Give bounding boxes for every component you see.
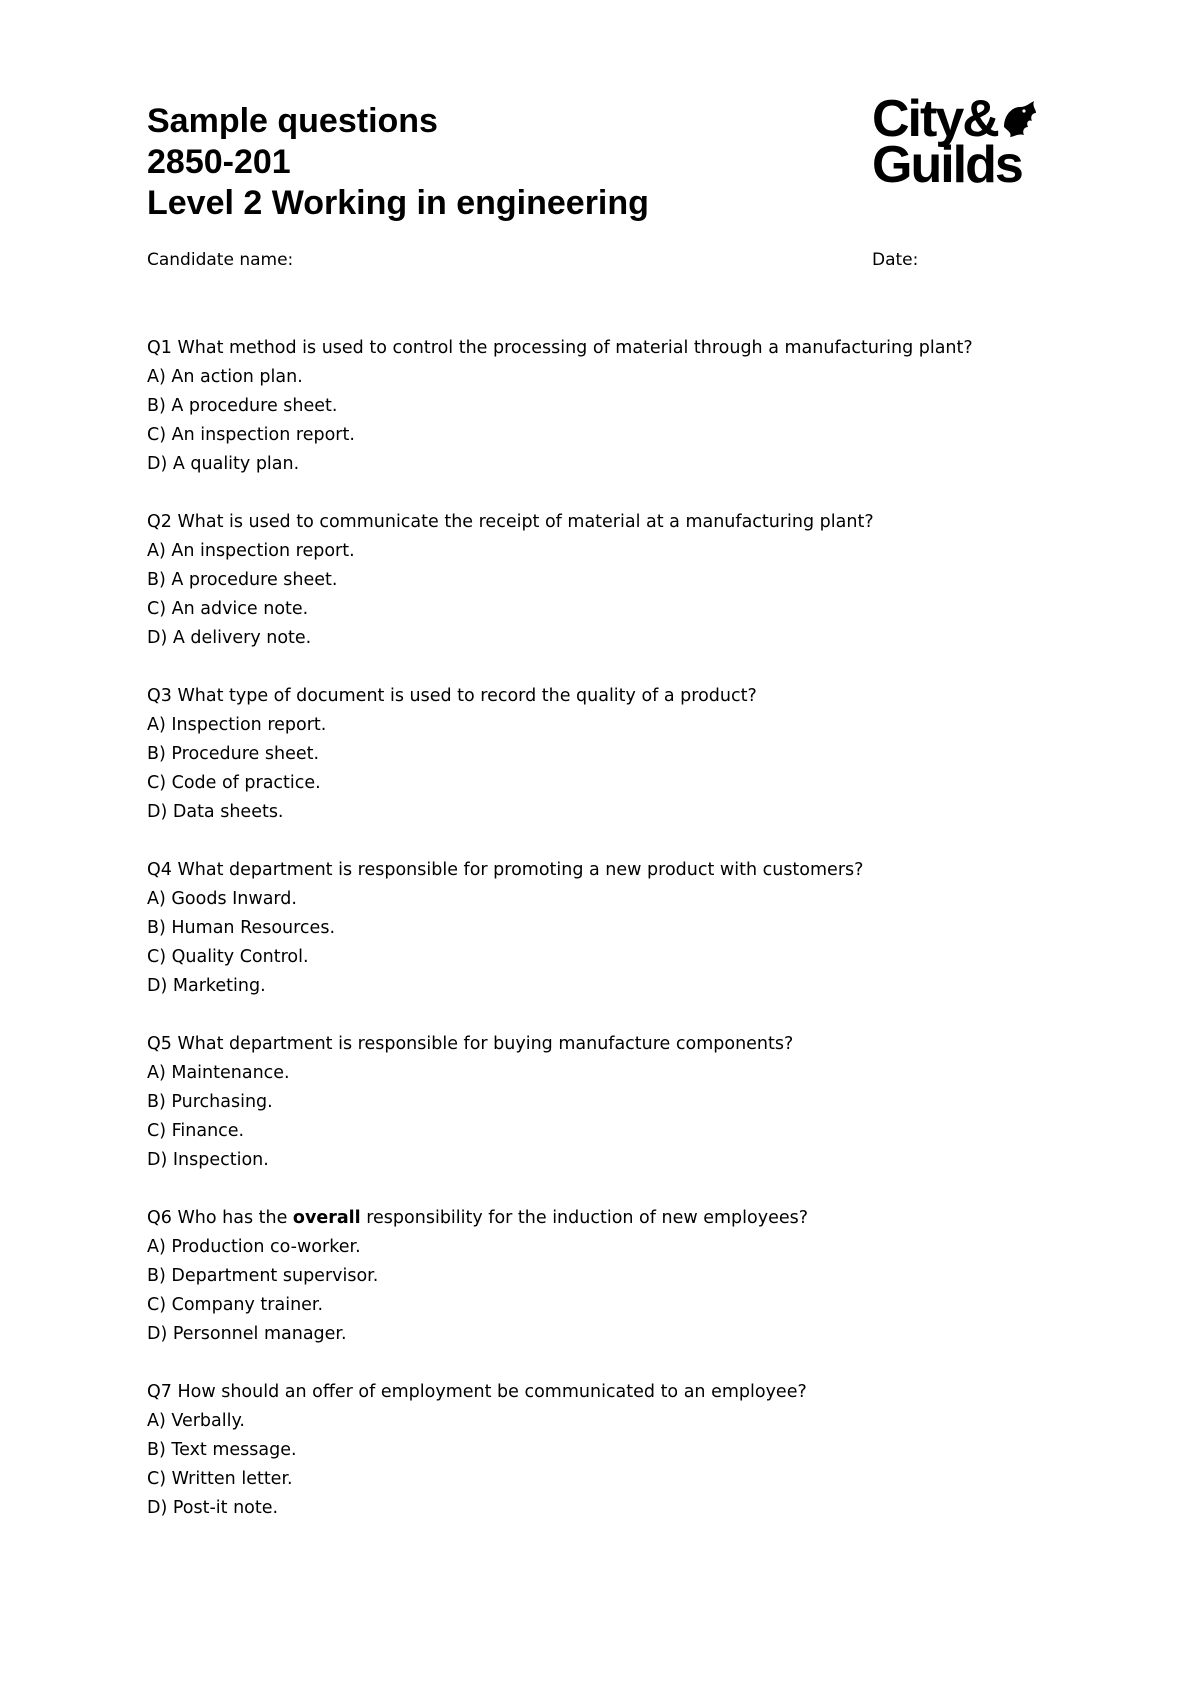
- option-d: D) Personnel manager.: [147, 1324, 347, 1344]
- option-d: D) Data sheets.: [147, 802, 284, 822]
- question-6: [147, 1204, 1087, 1349]
- question-text: Q5 What department is responsible for buying manufacture components?: [147, 1034, 794, 1054]
- candidate-name-label: Candidate name:: [147, 250, 294, 270]
- logo-line-1: City&: [872, 90, 998, 148]
- option-c: C) An advice note.: [147, 599, 309, 619]
- option-d: D) Marketing.: [147, 976, 266, 996]
- option-b: B) Text message.: [147, 1440, 297, 1460]
- option-b: B) A procedure sheet.: [147, 396, 338, 416]
- question-text: Q7 How should an offer of employment be communicated to an employee?: [147, 1382, 807, 1402]
- option-c: C) Written letter.: [147, 1469, 293, 1489]
- option-c: C) Quality Control.: [147, 947, 309, 967]
- option-a: A) An inspection report.: [147, 541, 355, 561]
- lion-icon: [1000, 97, 1038, 141]
- question-text-start: Q6 Who has the: [147, 1208, 293, 1228]
- option-b: B) Procedure sheet.: [147, 744, 320, 764]
- option-d: D) Post-it note.: [147, 1498, 279, 1518]
- question-2: [147, 508, 1087, 653]
- option-b: B) A procedure sheet.: [147, 570, 338, 590]
- option-a: A) Maintenance.: [147, 1063, 290, 1083]
- option-d: D) A delivery note.: [147, 628, 312, 648]
- option-b: B) Department supervisor.: [147, 1266, 379, 1286]
- candidate-info: [147, 250, 1047, 270]
- question-text: Q2 What is used to communicate the receipt of material at a manufacturing plant?: [147, 512, 874, 532]
- option-c: C) Company trainer.: [147, 1295, 324, 1315]
- option-c: C) Code of practice.: [147, 773, 321, 793]
- question-emphasis: overall: [292, 1208, 361, 1228]
- question-text: Q4 What department is responsible for promoting a new product with customers?: [147, 860, 864, 880]
- question-4: [147, 856, 1087, 1001]
- option-a: A) Verbally.: [147, 1411, 245, 1431]
- city-and-guilds-logo: [872, 90, 1052, 206]
- option-a: A) Inspection report.: [147, 715, 327, 735]
- title-code: 2850-201: [147, 143, 291, 181]
- date-label: Date:: [872, 250, 919, 270]
- question-7: [147, 1378, 1087, 1523]
- question-text: Q1 What method is used to control the processing of material through a manufacturing plant?: [147, 338, 973, 358]
- option-d: D) A quality plan.: [147, 454, 300, 474]
- logo-line-2: Guilds: [872, 136, 1022, 194]
- question-3: [147, 682, 1087, 827]
- document-title: [147, 101, 649, 224]
- option-d: D) Inspection.: [147, 1150, 269, 1170]
- question-list: [147, 334, 1087, 1552]
- option-c: C) Finance.: [147, 1121, 245, 1141]
- title-line-1: Sample questions: [147, 102, 438, 140]
- option-b: B) Human Resources.: [147, 918, 336, 938]
- option-c: C) An inspection report.: [147, 425, 355, 445]
- option-a: A) An action plan.: [147, 367, 303, 387]
- option-a: A) Production co-worker.: [147, 1237, 361, 1257]
- question-1: [147, 334, 1087, 479]
- question-text: Q3 What type of document is used to record the quality of a product?: [147, 686, 757, 706]
- option-a: A) Goods Inward.: [147, 889, 297, 909]
- question-5: [147, 1030, 1087, 1175]
- title-level: Level 2 Working in engineering: [147, 184, 649, 222]
- option-b: B) Purchasing.: [147, 1092, 273, 1112]
- question-text-end: responsibility for the induction of new employees?: [360, 1208, 809, 1228]
- question-text: [147, 1204, 1087, 1233]
